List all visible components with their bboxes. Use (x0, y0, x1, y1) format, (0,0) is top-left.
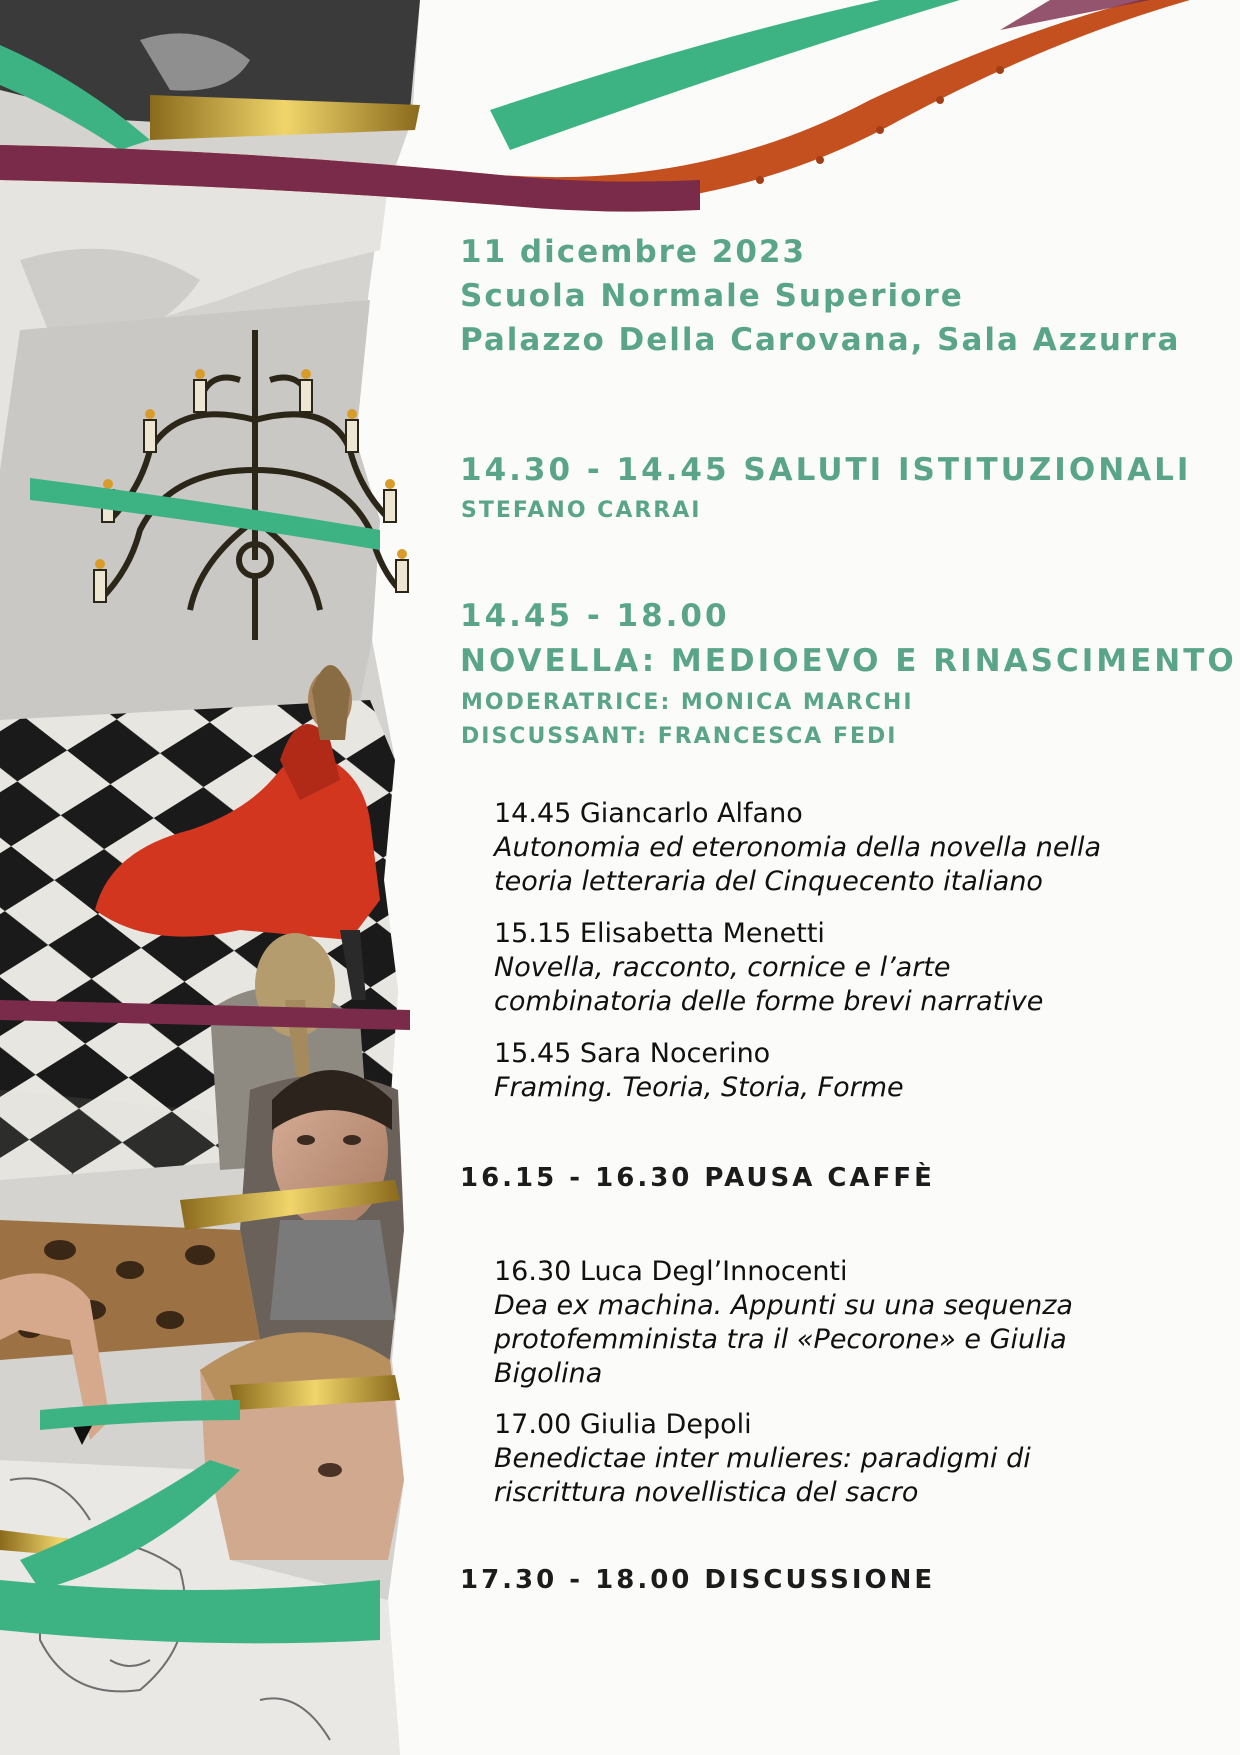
talk-speaker: 14.45 Giancarlo Alfano (494, 798, 803, 829)
session-title: NOVELLA: MEDIOEVO E RINASCIMENTO (460, 643, 1237, 679)
talk-item (494, 917, 1214, 1019)
talk-item (494, 1255, 1214, 1391)
session-discussant: DISCUSSANT: FRANCESCA FEDI (461, 724, 898, 749)
talk-title-line: Framing. Teoria, Storia, Forme (494, 1072, 904, 1103)
greetings-speaker: STEFANO CARRAI (461, 498, 702, 523)
talk-title-line: combinatoria delle forme brevi narrative (494, 986, 1044, 1017)
talk-item (494, 1408, 1214, 1510)
talk-speaker: 15.45 Sara Nocerino (494, 1038, 771, 1069)
talk-title-line: Novella, racconto, cornice e l’arte (494, 952, 951, 983)
talk-title-line: teoria letteraria del Cinquecento italiano (494, 866, 1043, 897)
talk-speaker: 16.30 Luca Degl’Innocenti (494, 1256, 848, 1287)
talk-title-line: protofemminista tra il «Pecorone» e Giulia (494, 1324, 1067, 1355)
talk-speaker: 15.15 Elisabetta Menetti (494, 918, 825, 949)
talk-item (494, 797, 1214, 899)
talk-title-line: Dea ex machina. Appunti su una sequenza (494, 1290, 1073, 1321)
coffee-break: 16.15 - 16.30 PAUSA CAFFÈ (460, 1163, 935, 1193)
talk-title-line: Benedictae inter mulieres: paradigmi di (494, 1443, 1031, 1474)
talk-title-line: riscrittura novellistica del sacro (494, 1477, 919, 1508)
greetings-heading: 14.30 - 14.45 SALUTI ISTITUZIONALI (460, 452, 1192, 488)
event-institution: Scuola Normale Superiore (460, 278, 964, 314)
talk-item (494, 1037, 1214, 1105)
session-time: 14.45 - 18.00 (460, 598, 730, 634)
event-venue: Palazzo Della Carovana, Sala Azzurra (460, 322, 1181, 358)
talk-title-line: Bigolina (494, 1358, 603, 1389)
discussion: 17.30 - 18.00 DISCUSSIONE (460, 1565, 936, 1595)
session-moderator: MODERATRICE: MONICA MARCHI (461, 690, 914, 715)
event-date: 11 dicembre 2023 (460, 234, 807, 270)
talk-speaker: 17.00 Giulia Depoli (494, 1409, 752, 1440)
talk-title-line: Autonomia ed eteronomia della novella nella (494, 832, 1102, 863)
